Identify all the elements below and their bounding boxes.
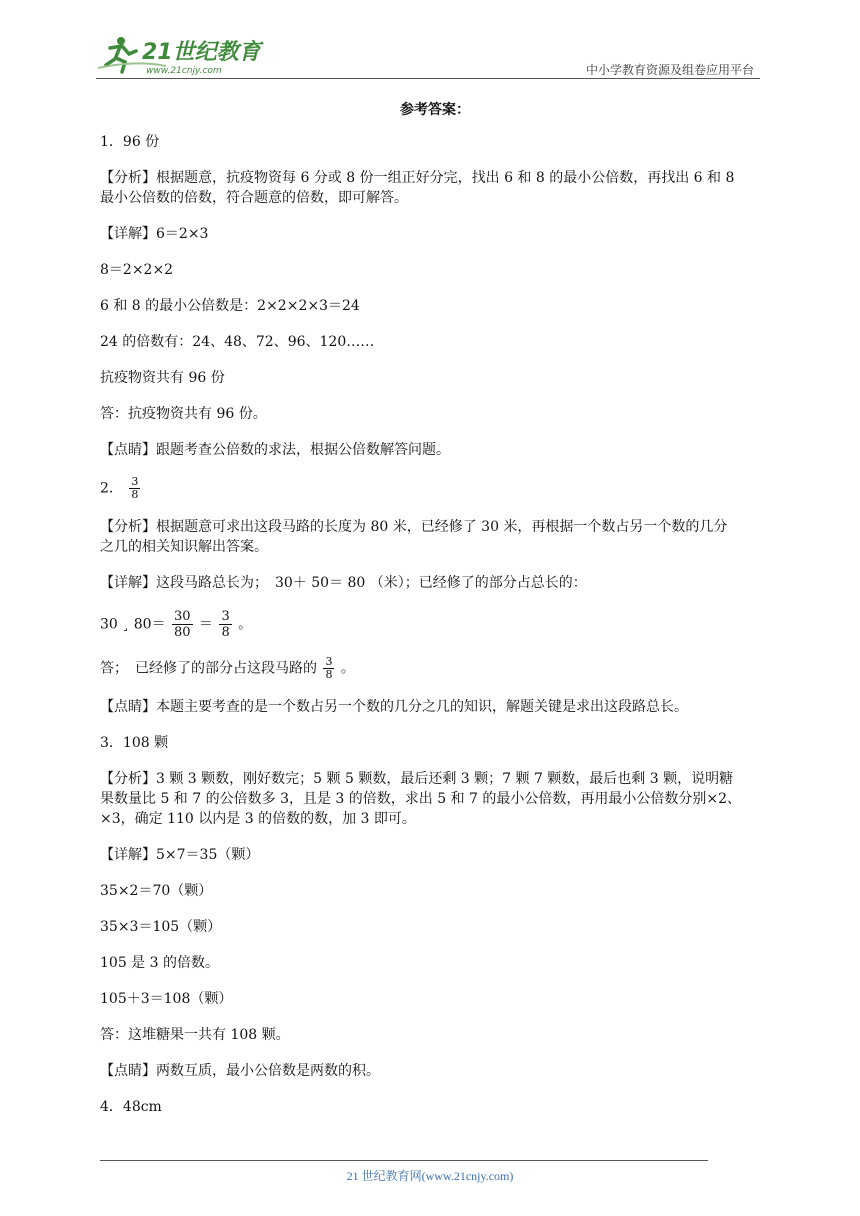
q2-calc-equals: ＝ [198, 616, 213, 633]
q2-analysis-line1: 【分析】根据题意可求出这段马路的长度为 80 米，已经修了 30 米，再根据一个数占另一个数的几分 [100, 519, 728, 535]
q2-calc-fraction-1 [172, 609, 193, 640]
q2-comment: 【点睛】本题主要考查的是一个数占另一个数的几分之几的知识，解题关键是求出这段路总长。 [100, 699, 688, 715]
q2-calc-end: 。 [238, 616, 253, 633]
footer-link[interactable]: 21 世纪教育网(www.21cnjy.com) [346, 1169, 514, 1183]
q2-answer-fraction [129, 476, 140, 501]
q2-reply-fraction [323, 656, 334, 681]
q3-detail-line1: 【详解】5×7＝35（颗） [100, 847, 260, 863]
q2-analysis-line2: 之几的相关知识解出答案。 [100, 539, 268, 555]
fraction-denominator: 8 [325, 668, 333, 681]
fraction-numerator: 30 [173, 609, 191, 624]
q3-detail-line2: 35×2＝70（颗） [100, 883, 213, 899]
q2-calc-prefix: 30 ¸ 80＝ [100, 616, 166, 633]
q1-detail-line2: 8＝2×2×2 [100, 262, 174, 278]
q2-reply [100, 656, 770, 681]
q3-analysis-line1: 【分析】3 颗 3 颗数，刚好数完；5 颗 5 颗数，最后还剩 3 颗；7 颗 7 颗数，最后也剩 3 颗，说明糖 [100, 771, 734, 787]
fraction-numerator: 3 [131, 475, 139, 488]
q1-detail-line5: 抗疫物资共有 96 份 [100, 370, 225, 386]
answer-content [100, 94, 770, 1133]
q3-analysis [100, 769, 770, 829]
q3-analysis-line2: 果数量比 5 和 7 的公倍数多 3，且是 3 的倍数，求出 5 和 7 的最小公倍数，再用最小公倍数分别×2、 [100, 791, 742, 807]
q4-answer: 4．48cm [100, 1099, 162, 1115]
page-title: 参考答案： [400, 102, 470, 118]
platform-name: 中小学教育资源及组卷应用平台 [585, 63, 754, 77]
logo-text: 21世纪教育 [142, 40, 261, 65]
q2-calc [100, 609, 770, 640]
footer-divider [100, 1160, 708, 1161]
q3-answer: 3．108 颗 [100, 735, 169, 751]
q2-answer-prefix: 2． [100, 480, 123, 497]
q3-detail-line5: 105＋3＝108（颗） [100, 991, 233, 1007]
q1-detail-line4: 24 的倍数有：24、48、72、96、120…… [100, 334, 375, 350]
q1-detail-line1: 【详解】6＝2×3 [100, 226, 209, 242]
fraction-numerator: 3 [221, 609, 230, 624]
q2-reply-end: 。 [340, 660, 355, 677]
fraction-denominator: 8 [221, 625, 230, 640]
site-logo[interactable] [96, 32, 266, 76]
runner-logo-icon [96, 32, 266, 76]
page-header [96, 30, 760, 80]
q3-comment: 【点睛】两数互质，最小公倍数是两数的积。 [100, 1063, 380, 1079]
q1-answer: 1．96 份 [100, 134, 160, 150]
logo-url-text: www.21cnjy.com [146, 66, 222, 76]
q1-analysis-line1: 【分析】根据题意，抗疫物资每 6 分或 8 份一组正好分完，找出 6 和 8 的最小公倍数，再找出 6 和 8 [100, 170, 735, 186]
fraction-numerator: 3 [325, 655, 333, 668]
header-divider [96, 78, 760, 79]
q1-analysis-line2: 最小公倍数的倍数，符合题意的倍数，即可解答。 [100, 190, 408, 206]
q3-reply: 答：这堆糖果一共有 108 颗。 [100, 1027, 290, 1043]
q2-analysis [100, 517, 770, 557]
q1-analysis [100, 168, 770, 208]
q3-analysis-line3: ×3，确定 110 以内是 3 的倍数的数，加 3 即可。 [100, 811, 416, 827]
q1-comment: 【点睛】跟题考查公倍数的求法，根据公倍数解答问题。 [100, 442, 450, 458]
q2-calc-fraction-2 [219, 609, 231, 640]
q2-reply-text: 答； 已经修了的部分占这段马路的 [100, 660, 317, 677]
q2-answer [100, 476, 770, 501]
q2-detail-line1: 【详解】这段马路总长为； 30＋ 50＝ 80 （米）；已经修了的部分占总长的： [100, 575, 587, 591]
fraction-denominator: 80 [173, 625, 191, 640]
q3-detail-line4: 105 是 3 的倍数。 [100, 955, 219, 971]
fraction-denominator: 8 [131, 488, 139, 501]
q1-detail-line3: 6 和 8 的最小公倍数是：2×2×2×3＝24 [100, 298, 360, 314]
q3-detail-line3: 35×3＝105（颗） [100, 919, 222, 935]
q1-reply: 答：抗疫物资共有 96 份。 [100, 406, 267, 422]
